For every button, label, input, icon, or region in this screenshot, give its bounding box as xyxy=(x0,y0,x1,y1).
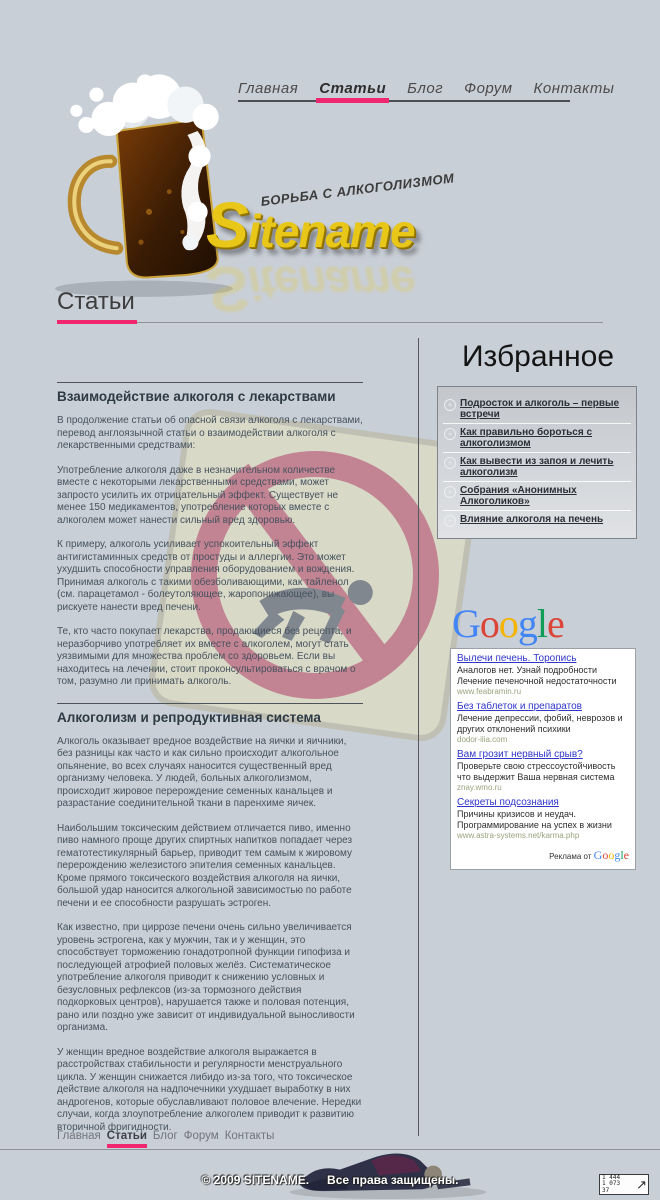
favorites-item-label: Как правильно бороться с алкоголизмом xyxy=(460,427,593,449)
article xyxy=(57,703,363,1135)
favorites-item[interactable] xyxy=(443,395,631,424)
visitor-counter-widget[interactable] xyxy=(599,1174,649,1195)
site-logo-reflection: Sitename xyxy=(206,253,415,325)
copyright-bar xyxy=(0,1173,660,1187)
site-tagline: БОРЬБА С АЛКОГОЛИЗМОМ xyxy=(259,170,456,209)
counter-values: 1 444 1 073 37 xyxy=(602,1173,621,1194)
site-logo-rest: itename xyxy=(247,205,415,257)
nav-item-articles[interactable]: Статьи xyxy=(319,80,387,97)
site-logo[interactable] xyxy=(206,188,415,262)
ad-title-link[interactable]: Секреты подсознания xyxy=(457,797,559,808)
article-title: Взаимодействие алкоголя с лекарствами xyxy=(57,389,336,404)
plus-circle-icon: + xyxy=(444,486,456,498)
page-title: Статьи xyxy=(57,288,135,315)
ad-text: Аналогов нет. Узнай подробности Лечение печеночной недостаточности xyxy=(457,665,617,686)
footer-nav-contacts[interactable]: Контакты xyxy=(224,1130,275,1142)
arrow-up-right-icon: ↗ xyxy=(636,1177,647,1192)
favorites-item[interactable] xyxy=(443,424,631,453)
nav-item-contacts[interactable]: Контакты xyxy=(533,80,615,97)
article-paragraph: Употребление алкоголя даже в незначительном количестве вместе с некоторыми лекарственными средствами, может запросто усилить их отрицательный эффект. Существует не менее 150 медикаментов, употребление которых вместе с алкоголем может нанести сильный вред здоровью. xyxy=(57,464,339,526)
ads-footer-label: Реклама от xyxy=(549,852,592,861)
footer-nav-blog[interactable]: Блог xyxy=(152,1130,178,1142)
article-paragraph: В продолжение статьи об опасной связи алкоголя с лекарствами, перевод англоязычной статьи о взаимодействии алкоголя с лекарственными средствами: xyxy=(57,415,363,451)
ad-item xyxy=(457,749,629,792)
footer-nav xyxy=(57,1130,274,1142)
column-divider xyxy=(418,338,419,1136)
ad-item xyxy=(457,653,629,696)
ad-item xyxy=(457,701,629,744)
favorites-item-label: Как вывести из запоя и лечить алкоголизм xyxy=(460,456,614,478)
ad-url: dodor-ilia.com xyxy=(457,735,508,744)
title-accent-bar xyxy=(57,320,137,324)
ad-title-link[interactable]: Вам грозит нервный срыв? xyxy=(457,749,583,760)
sidebar-title: Избранное xyxy=(461,340,615,373)
favorites-item[interactable] xyxy=(443,453,631,482)
nav-item-blog[interactable]: Блог xyxy=(407,80,444,97)
footer-nav-articles[interactable]: Статьи xyxy=(106,1130,147,1142)
favorites-item-label: Подросток и алкоголь – первые встречи xyxy=(460,398,620,420)
ad-text: Причины кризисов и неудач. Программирование на успех в жизни xyxy=(457,809,612,830)
ad-title-link[interactable]: Без таблеток и препаратов xyxy=(457,701,582,712)
article-paragraph: К примеру, алкоголь усиливает успокоительный эффект антигистаминных средств от простуды и аллергии. Это может ухудшить способности управления оборудованием и вождения. Принимая алкоголь с такими обезболивающими, как тайленол (см. парацетамол - болеутоляющее, жаропонижающее), вы рискуете нанести вред печени. xyxy=(57,539,355,613)
ads-by-google-link[interactable]: Реклама от Google xyxy=(549,848,629,862)
google-logo[interactable]: Google xyxy=(452,601,564,646)
main-nav xyxy=(238,80,614,97)
site-logo-cap: S xyxy=(206,189,248,261)
article-top-rule xyxy=(57,703,363,704)
ad-text: Лечение депрессии, фобий, неврозов и других отклонений психики xyxy=(457,713,623,734)
ad-text: Проверьте свою стрессоустойчивость что выдержит Ваша нервная система xyxy=(457,761,616,782)
article-title: Алкоголизм и репродуктивная система xyxy=(57,709,321,725)
favorites-item-label: Влияние алкоголя на печень xyxy=(460,514,604,525)
article-paragraph: Наибольшим токсическим действием отличается пиво, именно пиво намного проще других спиртных напитков попадает через гематотестикулярный барьер, приводит тем самым к жировому перерождению железистого эпителия семенных канальцев. Кроме прямого токсического воздействия алкоголя на яички, большой удар наносится алкогольной зависимостью по работе печени и ее способности разрушать эстроген. xyxy=(57,822,353,909)
ad-url: www.feabramin.ru xyxy=(457,687,522,696)
favorites-list xyxy=(437,386,637,539)
article-paragraph: Как известно, при циррозе печени очень сильно увеличивается уровень эстрогена, как у мужчин, так и у женщин, это способствует торможению гонадотропной функции гипофиза и последующей атрофией половых желёз. Систематическое употребление алкоголя приводит к снижению условных и безусловных рефлексов (из-за тормозного действия подкорковых центров), нарушается также и половая потенция, рано или поздно уже зависит от индивидуальной выносливости организма. xyxy=(57,922,355,1033)
plus-circle-icon: + xyxy=(444,399,456,411)
copyright-text: © 2009 SITENAME. xyxy=(201,1173,310,1187)
article-paragraph: У женщин вредное воздействие алкоголя выражается в расстройствах стабильности и регулярности менструального цикла. У женщин снижается либидо из-за того, что токсическое действие алкоголя на надпочечники ухудшает выработку в них андрогенов, которые обуславливают половое влечение. Нередки случаи, когда злоупотребление алкоголем приводит к развитию вторичной фригидности. xyxy=(57,1046,362,1133)
nav-underline xyxy=(238,100,570,102)
favorites-item[interactable] xyxy=(443,511,631,528)
ad-item xyxy=(457,797,629,840)
plus-circle-icon: + xyxy=(444,428,456,440)
article xyxy=(57,382,363,689)
favorites-item[interactable] xyxy=(443,482,631,511)
article-paragraph: Алкоголь оказывает вредное воздействие на яички и яичники, без разницы как часто и как сильно происходит алкогольное опьянение, во всех случаях наносится существенный вред организму человека. У людей, больных алкоголизмом, происходит жировое перерождение семенных канальцев и разрастание соединительной ткани в паренхиме яичек. xyxy=(57,735,347,809)
article-top-rule xyxy=(57,382,363,383)
plus-circle-icon: + xyxy=(444,515,456,527)
plus-circle-icon: + xyxy=(444,457,456,469)
google-ads-block xyxy=(450,648,636,870)
nav-item-home[interactable]: Главная xyxy=(238,80,299,97)
footer-nav-home[interactable]: Главная xyxy=(57,1130,101,1142)
article-paragraph: Те, кто часто покупает лекарства, продающиеся без рецепта, и неразборчиво употребляет их вместе с алкоголем, могут стать уязвимыми для множества проблем со здоровьем. Если вы находитесь на лечении, стоит проконсультироваться с врачом о том, разумно ли принимать алкоголь. xyxy=(57,626,356,687)
footer-nav-forum[interactable]: Форум xyxy=(183,1130,219,1142)
favorites-item-label: Собрания «Анонимных Алкоголиков» xyxy=(460,485,577,507)
nav-item-forum[interactable]: Форум xyxy=(464,80,513,97)
articles-column xyxy=(57,382,363,1146)
ad-title-link[interactable]: Вылечи печень. Торопись xyxy=(457,653,577,664)
ad-url: znay.wmo.ru xyxy=(457,783,502,792)
rights-text: Все права защищены. xyxy=(327,1173,459,1187)
ad-url: www.astra-systems.net/karma.php xyxy=(457,831,580,840)
